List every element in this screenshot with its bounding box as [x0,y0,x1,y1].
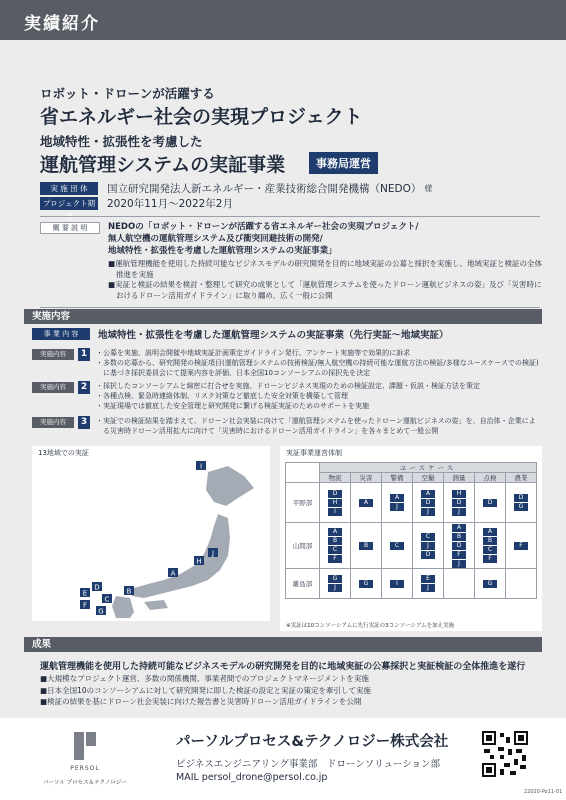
region-chip: I [328,508,342,516]
results-bullet: ■日本全国10のコンソーシアムに対して研究開発に即した検証の設定と実証の策定を牽引して実施 [40,685,371,695]
usecase-cell [351,483,382,523]
map-marker-f [80,600,90,610]
overview-bullet: ■運航管理機能を使用した持続可能なビジネスモデルの研究開発を目的に地域実証の公募と採択を実施し、地域実証と検証の全体推進を実施 [108,259,542,279]
map-marker-label: I [199,462,203,471]
overview-main-line: 無人航空機の運航管理システム及び衝突回避技術の開発/ [108,234,323,244]
japan-map [32,458,270,618]
period-label: プロジェクト期間 [40,197,98,210]
qr-code-icon[interactable] [482,731,528,777]
map-marker-i [196,461,206,471]
region-chip: G [514,503,528,511]
region-chip: D [421,499,435,507]
map-title: 13地域での実証 [38,449,89,457]
region-chip: J [421,508,435,516]
map-marker-c [102,594,112,604]
org-suffix: 様 [424,184,433,193]
region-chip: G [483,580,497,588]
usecase-cell [413,569,444,599]
item-line: ・各種点検、緊急時連絡体制、リスク対策など徹底した安全対策を構築して管理 [96,392,348,400]
region-chip: A [390,494,404,502]
usecase-note: ※実証は10コンソーシアムに先行実証の3コンソーシアムを加え実施 [286,623,455,629]
region-chip: B [483,537,497,545]
region-chip: J [421,584,435,592]
implementation-section-title: 実施内容 [24,309,542,324]
table-row [286,483,537,523]
usecase-cell [444,523,475,569]
role-badge: 事務局運営 [309,152,378,174]
usecase-column-header: 空撮 [413,473,444,483]
logo-subtext: パーソル プロセス＆テクノロジー [43,780,127,786]
usecase-cell [351,523,382,569]
overview-bullets [108,259,548,301]
company-name: パーソルプロセス&テクノロジー株式会社 [176,734,449,750]
org-label: 実 施 団 体 [40,182,98,195]
results-list [40,673,540,708]
region-chip: I [390,580,404,588]
region-chip: J [390,503,404,511]
hero-title-2: 運航管理システムの実証事業 [40,154,286,176]
region-chip: C [421,533,435,541]
usecase-cell [506,569,537,599]
usecase-cell [475,523,506,569]
period-row [40,196,233,221]
region-chip: F [514,542,528,550]
map-marker-b [124,586,134,596]
map-marker-label: C [104,595,110,604]
map-marker-d [92,582,102,592]
usecase-cell [506,523,537,569]
map-marker-j [208,548,218,558]
contact-mail[interactable]: MAIL persol_drone@persol.co.jp [176,772,328,783]
usecase-cell [320,523,351,569]
item-line: ・多数の応募から、研究開発の検証項目(運航管理システムの技術検証/無人航空機の持続可能な運航方法の検証/多様なユースケースでの検証)に基づき採択委員会にて提案内容を評価、日本全国10コンソーシアムの採択先を決定 [96,359,539,377]
map-marker-h [194,556,204,566]
usecase-cell [320,569,351,599]
row-label: 平野部 [286,483,320,523]
region-chip: B [328,537,342,545]
region-chip: A [328,528,342,536]
region-chip: D [514,494,528,502]
hokkaido-shape [206,466,254,506]
org-row [40,181,432,196]
usecase-title: 実証事業運営体制 [286,449,342,457]
region-chip: F [483,555,497,563]
header-title: 実績紹介 [24,14,100,34]
results-section-title: 成果 [24,637,542,652]
table-row [286,523,537,569]
overview-bullet: ■実証と検証の結果を検討・整理して研究の成果として「運航管理システムを使ったドローン運航ビジネスの姿」及び「災害時におけるドローン活用ガイドライン」に取り纏め、広く一般に公開 [108,280,542,300]
overview-main-line: 地域特性・拡張性を考慮した運航管理システムの実証事業」 [108,246,337,256]
map-marker-label: D [94,583,100,592]
region-chip: J [421,542,435,550]
region-chip: J [452,508,466,516]
overview-section [40,216,540,308]
usecase-cell [444,483,475,523]
item-number: 1 [78,348,90,361]
period-value: 2020年11月～2022年2月 [107,198,233,210]
results-lead: 運航管理機能を使用した持続可能なビジネスモデルの研究開発を目的に地域実証の公募採択と実証検証の全体推進を遂行 [40,662,526,672]
usecase-cell [320,483,351,523]
usecase-group-header: ユースケース [320,463,537,473]
usecase-cell [382,483,413,523]
usecase-column-header: 点検 [475,473,506,483]
usecase-panel [280,446,542,631]
department: ビジネスエンジニアリング事業部 ドローンソリューション部 [176,759,441,770]
item-number: 2 [78,381,90,394]
usecase-cell [475,483,506,523]
org-value: 国立研究開発法人新エネルギー・産業技術総合開発機構（NEDO） [107,183,422,195]
map-panel [32,446,270,621]
results-bullet: ■検証の結果を基にドローン社会実装に向けた報告書と災害時ドローン活用ガイドラインを公開 [40,697,362,706]
usecase-cell [475,569,506,599]
region-chip: G [359,580,373,588]
usecase-cell [382,569,413,599]
usecase-body [286,483,537,599]
region-chip: D [452,542,466,550]
usecase-column-header: 農業 [506,473,537,483]
kyushu-shape [112,596,134,618]
usecase-column-header: 物流 [320,473,351,483]
row-label: 山間部 [286,523,320,569]
usecase-table [285,462,537,599]
map-marker-label: F [82,601,88,610]
region-chip: J [328,584,342,592]
persol-logo-icon [68,730,102,762]
shikoku-shape [144,600,168,610]
region-chip: A [452,524,466,532]
region-chip: D [421,551,435,559]
project-text: 地域特性・拡張性を考慮した運航管理システムの実証事業（先行実証～地域実証） [98,330,449,341]
map-marker-label: A [170,569,176,578]
map-marker-e [80,588,90,598]
region-chip: A [421,490,435,498]
hero-title-1: 省エネルギー社会の実現プロジェクト [40,106,363,128]
overview-main-line: NEDOの「ロボット・ドローンが活躍する省エネルギー社会の実現プロジェクト/ [108,222,419,232]
map-marker-a [168,568,178,578]
region-chip: H [328,499,342,507]
logo-wordmark: PERSOL [70,765,100,772]
usecase-cell [413,523,444,569]
results-bullet: ■大規模なプロジェクト運営、多数の関係機関、事業者間でのプロジェクトマネージメントを実施 [40,674,369,683]
map-marker-label: E [82,589,88,598]
project-label: 事 業 内 容 [32,328,90,340]
item-line: ・実証現場では徹底した安全管理と研究開発に繋げる検証実証のためのサポートを実施 [96,402,369,410]
region-chip: G [328,575,342,583]
region-chip: F [328,555,342,563]
region-chip: A [483,528,497,536]
table-row [286,569,537,599]
usecase-column-header: 災害 [351,473,382,483]
item-line: ・採択したコンソーシアムと綿密に打合せを実施、ドローンビジネス実現のための検証設定、課題・仮説・検証方法を策定 [96,382,481,390]
region-chip: D [328,490,342,498]
usecase-column-row [286,473,537,483]
region-chip: E [421,575,435,583]
item-number: 3 [78,416,90,429]
region-chip: B [359,542,373,550]
item-label: 実施内容 [32,382,74,393]
region-chip: C [483,546,497,554]
usecase-column-header: 測量 [444,473,475,483]
usecase-cell [351,569,382,599]
region-chip: D [452,499,466,507]
document-code: 22020-Po11-01 [524,789,563,795]
map-marker-label: H [196,557,202,566]
table-corner [286,463,320,483]
usecase-cell [444,569,475,599]
map-marker-label: B [126,587,132,596]
map-marker-g [96,606,106,616]
usecase-cell [413,483,444,523]
header-bar [0,0,566,40]
region-chip: C [390,542,404,550]
item-line: ・実証での検証結果を踏まえて、ドローン社会実装に向けて「運航管理システムを使ったドローン運航ビジネスの姿」を、自治体・企業による災害時ドローン活用拡大に向けて「災害時におけるドローン活用ガイドライン」を各々まとめて一般公開 [96,417,536,435]
item-label: 実施内容 [32,349,74,360]
item-label: 実施内容 [32,417,74,428]
region-chip: H [452,490,466,498]
usecase-cell [506,483,537,523]
overview-label: 概 要 説 明 [40,222,100,234]
hero-subtitle-2: 地域特性・拡張性を考慮した [40,134,203,149]
item-line: ・公募を実施、説明会開催や地域実証計画策定ガイドライン発行、アンケート実施等で効果的に訴求 [96,349,411,357]
map-marker-label: J [211,549,215,558]
region-chip: F [452,551,466,559]
footer [0,718,566,800]
region-chip: A [359,499,373,507]
row-label: 離島部 [286,569,320,599]
region-chip: B [452,533,466,541]
overview-main [108,221,548,257]
usecase-column-header: 警備 [382,473,413,483]
region-chip: C [328,546,342,554]
region-chip: J [452,560,466,568]
usecase-cell [382,523,413,569]
project-row [32,327,540,341]
map-marker-label: G [98,607,104,616]
region-chip: D [483,499,497,507]
hero-subtitle-1: ロボット・ドローンが活躍する [40,86,215,101]
